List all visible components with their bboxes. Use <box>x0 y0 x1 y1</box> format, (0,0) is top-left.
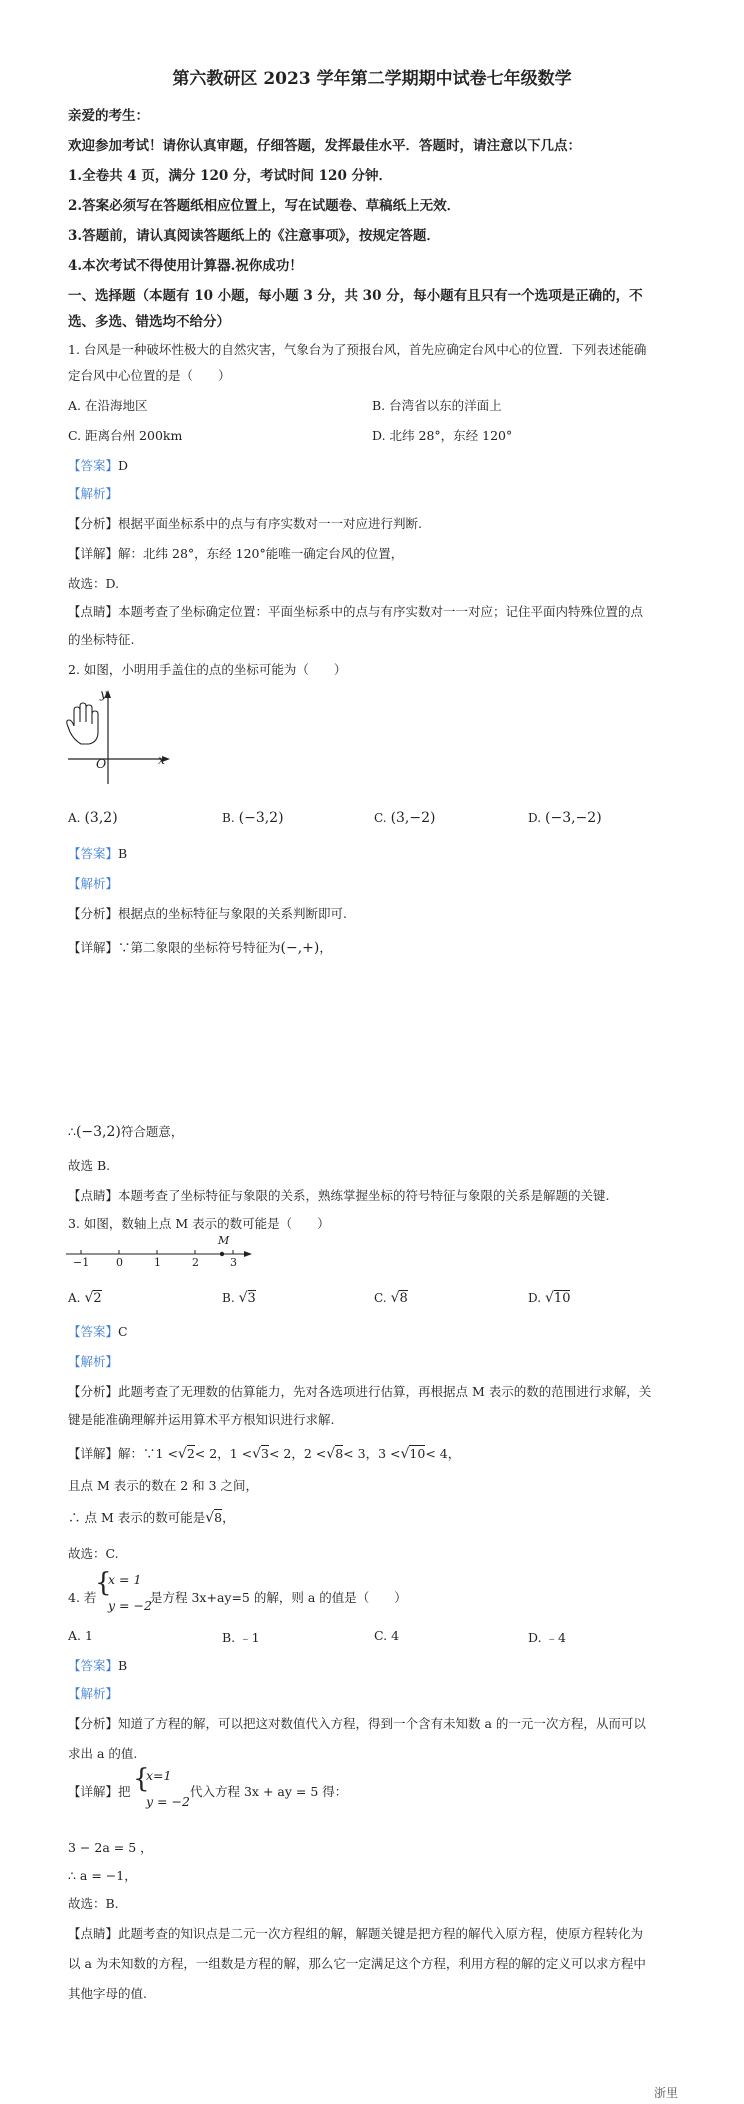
intro: 欢迎参加考试！请你认真审题，仔细答题，发挥最佳水平．答题时，请注意以下几点： <box>68 138 581 154</box>
section-heading-line2: 选、多选、错选均不给分） <box>68 314 230 330</box>
q4-xiangjie-rest: 代入方程 3x + ay = 5 得： <box>190 1784 348 1799</box>
q3-xiangjie: 【详解】解：∵1 <√2< 2，1 <√3< 2，2 <√8< 3，3 <√10< 4， <box>68 1446 461 1462</box>
q2-answer: 【答案】B <box>68 846 128 861</box>
q2-option-b: B. (−3,2) <box>222 810 284 826</box>
q1-xiangjie: 【详解】解：北纬 28°，东经 120°能唯一确定台风的位置， <box>68 546 404 561</box>
q4-option-c: C. 4 <box>374 1628 400 1643</box>
q2-origin-label: O <box>96 756 107 771</box>
q1-dianjing-line2: 的坐标特征. <box>68 632 135 647</box>
q3-tick-label-0: 0 <box>116 1256 123 1269</box>
q2-fenxi: 【分析】根据点的坐标特征与象限的关系判断即可. <box>68 906 347 921</box>
q2-option-c: C. (3,−2) <box>374 810 436 826</box>
q3-range-line: 且点 M 表示的数在 2 和 3 之间， <box>68 1478 259 1493</box>
q1-analysis-heading: 【解析】 <box>68 486 119 501</box>
q3-stem: 3. 如图，数轴上点 M 表示的数可能是（ ） <box>68 1216 330 1231</box>
q3-option-a: A. √2 <box>68 1290 102 1306</box>
q1-answer: 【答案】D <box>68 458 129 473</box>
q4-fenxi-line1: 【分析】知道了方程的解，可以把这对数值代入方程，得到一个含有未知数 a 的一元一次方程，从而可以 <box>68 1716 646 1731</box>
q4-option-d: D. ﹣4 <box>528 1630 566 1645</box>
q4-xiangjie-eq1: x=1 <box>146 1768 172 1783</box>
q1-choice: 故选：D. <box>68 576 120 591</box>
note-1: 1.全卷共 4 页，满分 120 分，考试时间 120 分钟． <box>68 168 393 184</box>
q1-stem-line2: 定台风中心位置的是（ ） <box>68 368 231 383</box>
q3-conclusion: ∴ 点 M 表示的数可能是√8， <box>68 1510 235 1526</box>
q4-step1: 3 − 2a = 5 ， <box>68 1840 153 1855</box>
page-title: 第六教研区 2023 学年第二学期期中试卷七年级数学 <box>172 69 572 89</box>
q2-stem: 2. 如图，小明用手盖住的点的坐标可能为（ ） <box>68 662 347 677</box>
q1-dianjing-line1: 【点睛】本题考查了坐标确定位置：平面坐标系中的点与有序实数对一一对应；记住平面内特殊位置的点 <box>68 604 644 619</box>
q1-stem-line1: 1. 台风是一种破坏性极大的自然灾害，气象台为了预报台风，首先应确定台风中心的位置．下列表述能确 <box>68 342 647 357</box>
note-2: 2.答案必须写在答题纸相应位置上，写在试题卷、草稿纸上无效． <box>68 198 461 214</box>
q4-xiangjie-eq2: y = −2 <box>146 1794 190 1809</box>
q2-axis-x-label: x <box>158 752 166 767</box>
q4-xiangjie-brace: { <box>133 1764 150 1794</box>
q4-dianjing-line2: 以 a 为未知数的方程，一组数是方程的解，那么它一定满足这个方程，利用方程的解的定义可以求方程中 <box>68 1956 646 1971</box>
q1-option-a: A. 在沿海地区 <box>68 398 148 413</box>
q3-fenxi-line2: 键是能准确理解并运用算术平方根知识进行求解. <box>68 1412 335 1427</box>
q2-coordinate-figure <box>62 688 172 788</box>
q3-tick-label-1: 1 <box>154 1256 161 1269</box>
point-m <box>220 1252 224 1256</box>
q3-tick-label-2: 2 <box>192 1256 199 1269</box>
q1-option-d: D. 北纬 28°，东经 120° <box>372 428 513 443</box>
q3-option-d: D. √10 <box>528 1290 571 1306</box>
q2-choice: 故选 B. <box>68 1158 111 1173</box>
q3-tick-label-neg1: −1 <box>73 1256 90 1269</box>
q4-system-eq1: x = 1 <box>108 1572 142 1587</box>
q4-xiangjie-prefix: 【详解】把 <box>68 1784 131 1799</box>
q1-fenxi: 【分析】根据平面坐标系中的点与有序实数对一一对应进行判断. <box>68 516 422 531</box>
q2-axis-y-label: y <box>100 686 108 701</box>
q3-option-c: C. √8 <box>374 1290 408 1306</box>
q2-option-a: A. (3,2) <box>68 810 118 826</box>
q4-step2: ∴ a = −1， <box>68 1868 137 1883</box>
q4-option-b: B. ﹣1 <box>222 1630 260 1645</box>
q3-choice: 故选：C. <box>68 1546 119 1561</box>
page-footer: 浙里 <box>654 2086 679 2100</box>
q4-analysis-heading: 【解析】 <box>68 1686 119 1701</box>
q3-tick-label-3: 3 <box>230 1256 237 1269</box>
q3-fenxi-line1: 【分析】此题考查了无理数的估算能力，先对各选项进行估算，再根据点 M 表示的数的范围进行求解，关 <box>68 1384 652 1399</box>
q4-answer: 【答案】B <box>68 1658 128 1673</box>
q3-option-b: B. √3 <box>222 1290 256 1306</box>
q4-fenxi-line2: 求出 a 的值. <box>68 1746 138 1761</box>
q3-analysis-heading: 【解析】 <box>68 1354 119 1369</box>
note-4: 4.本次考试不得使用计算器.祝你成功！ <box>68 258 303 274</box>
hand-icon <box>67 703 98 744</box>
q4-stem-rest: 是方程 3x+ay=5 的解，则 a 的值是（ ） <box>150 1590 407 1605</box>
q4-option-a: A. 1 <box>68 1628 93 1643</box>
greeting: 亲爱的考生： <box>68 108 149 124</box>
number-line-arrow <box>244 1251 252 1257</box>
q1-option-c: C. 距离台州 200km <box>68 428 183 443</box>
q4-dianjing-line1: 【点睛】此题考查的知识点是二元一次方程组的解，解题关键是把方程的解代入原方程，使原方程转化为 <box>68 1926 644 1941</box>
section-heading-line1: 一、选择题（本题有 10 小题，每小题 3 分，共 30 分，每小题有且只有一个选项是正确的，不 <box>68 288 643 304</box>
q3-point-label: M <box>218 1234 230 1247</box>
q2-option-d: D. (−3,−2) <box>528 810 602 826</box>
q4-stem-prefix: 4. 若 <box>68 1590 97 1605</box>
note-3: 3.答题前，请认真阅读答题纸上的《注意事项》，按规定答题． <box>68 228 440 244</box>
q3-answer: 【答案】C <box>68 1324 128 1339</box>
q2-conclusion: ∴(−3,2)符合题意， <box>68 1124 184 1140</box>
q2-dianjing: 【点睛】本题考查了坐标特征与象限的关系，熟练掌握坐标的符号特征与象限的关系是解题的关键. <box>68 1188 610 1203</box>
q4-dianjing-line3: 其他字母的值. <box>68 1986 147 2001</box>
q4-system-brace: { <box>95 1568 112 1598</box>
q1-option-b: B. 台湾省以东的洋面上 <box>372 398 502 413</box>
q4-system-eq2: y = −2 <box>108 1598 152 1613</box>
q2-analysis-heading: 【解析】 <box>68 876 119 891</box>
q2-xiangjie: 【详解】∵第二象限的坐标符号特征为(−,+)， <box>68 940 332 956</box>
q4-choice: 故选：B. <box>68 1896 119 1911</box>
